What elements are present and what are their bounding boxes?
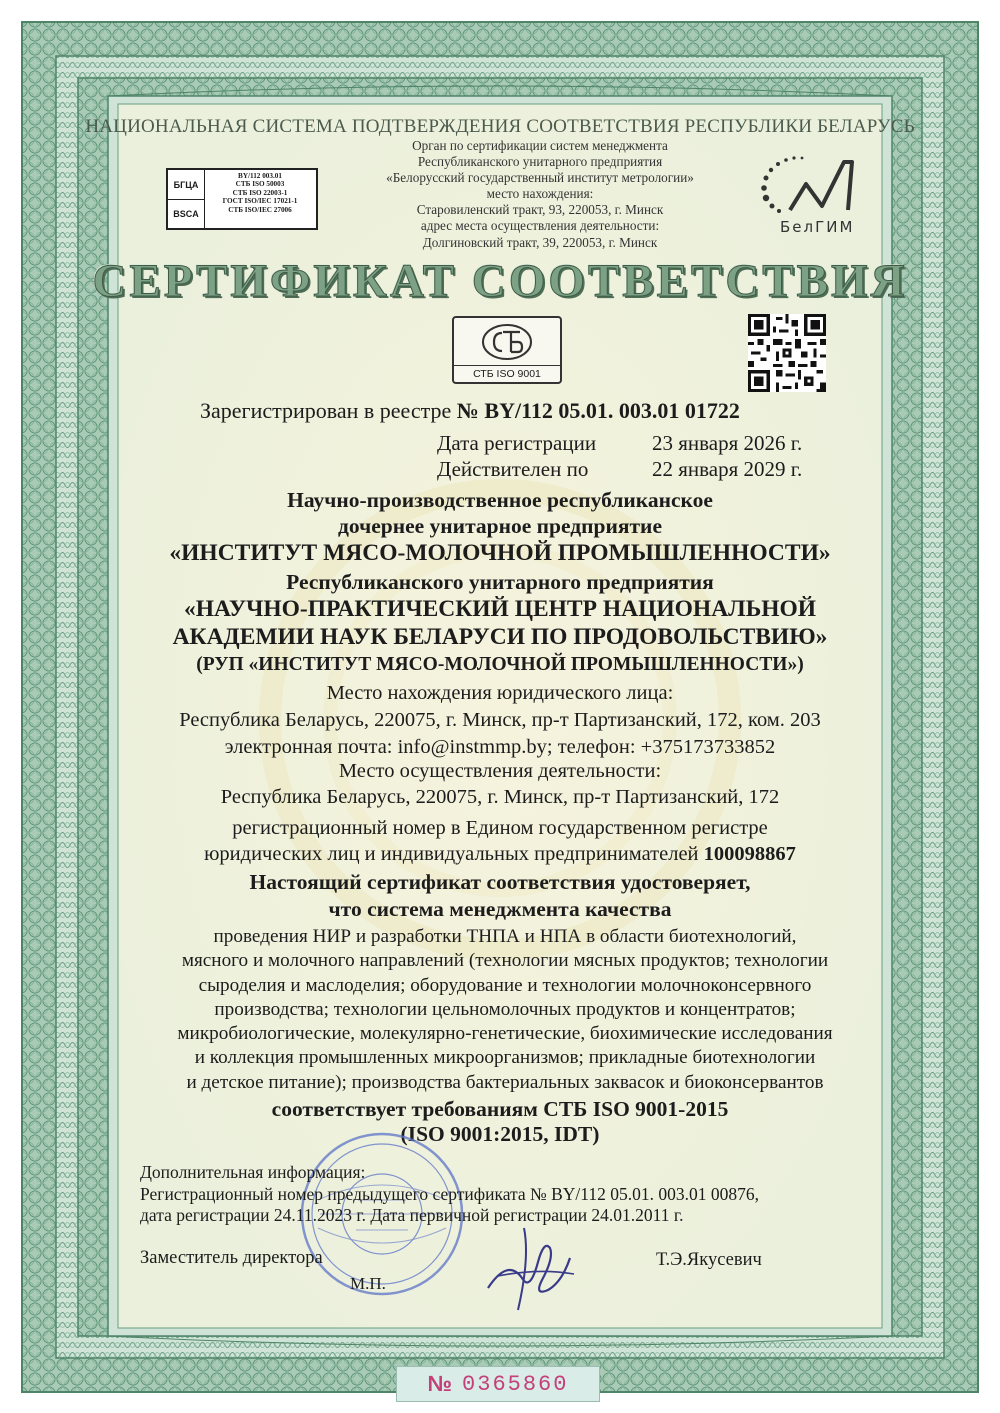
- registration-date-label: Дата регистрации: [437, 431, 597, 455]
- activity-address-label: Место осуществления деятельности:: [338, 760, 662, 782]
- org-line: Республиканского унитарного предприятия: [286, 570, 714, 594]
- organ-line: Орган по сертификации систем менеджмента: [412, 138, 668, 153]
- scope-line: производства; технологии цельномолочных продуктов и концентратов;: [214, 998, 796, 1020]
- legal-address-label: Место нахождения юридического лица:: [326, 682, 674, 704]
- belgim-logo-text: БелГИМ: [780, 218, 855, 236]
- scope-line: и детское питание); производства бактериальных заквасок и биоконсервантов: [186, 1071, 824, 1093]
- serial-prefix: №: [427, 1371, 453, 1396]
- statement-line: что система менеджмента качества: [328, 897, 672, 921]
- scope-line: микробиологические, молекулярно-генетические, биохимические исследования: [177, 1023, 833, 1045]
- national-system-header: НАЦИОНАЛЬНАЯ СИСТЕМА ПОДТВЕРЖДЕНИЯ СООТВЕТСТВИЯ РЕСПУБЛИКИ БЕЛАРУСЬ: [85, 116, 915, 137]
- register-line-2: [130, 843, 870, 866]
- registration-number: № BY/112 05.01. 003.01 01722: [456, 398, 740, 423]
- stb-logo-icon: [454, 320, 560, 364]
- scope-line: и коллекция промышленных микроорганизмов; прикладные биотехнологии: [194, 1047, 816, 1069]
- org-line: «ИНСТИТУТ МЯСО-МОЛОЧНОЙ ПРОМЫШЛЕННОСТИ»: [169, 540, 831, 566]
- register-number: 100098867: [703, 843, 796, 865]
- contacts: электронная почта: info@instmmp.by; телефон: +375173733852: [224, 736, 776, 758]
- additional-label: Дополнительная информация:: [140, 1162, 366, 1182]
- scope-text: [140, 925, 870, 1095]
- accreditation-standards: [206, 172, 314, 214]
- statement-line: Настоящий сертификат соответствия удостоверяет,: [249, 870, 751, 894]
- organ-line: Долгиновский тракт, 39, 220053, г. Минск: [422, 234, 658, 250]
- organ-line: «Белорусский государственный институт метрологии»: [386, 170, 694, 186]
- registration-number-line: [200, 398, 740, 424]
- accreditation-standard: СТБ ISO/IEC 27006: [228, 205, 292, 214]
- serial-number: [396, 1366, 600, 1402]
- accreditation-standard: СТБ ISO 50003: [235, 180, 285, 189]
- stb-mark-label: СТБ ISO 9001: [454, 365, 560, 380]
- stb-iso-mark: [452, 316, 562, 384]
- certificate-title: СЕРТИФИКАТ СООТВЕТСТВИЯ: [92, 255, 908, 307]
- org-line: дочернее унитарное предприятие: [338, 514, 662, 538]
- organ-line: Старовиленский тракт, 93, 220053, г. Минск: [416, 202, 664, 218]
- org-line: «НАУЧНО-ПРАКТИЧЕСКИЙ ЦЕНТР НАЦИОНАЛЬНОЙ: [183, 596, 817, 622]
- additional-line: Регистрационный номер предыдущего сертификата № BY/112 05.01. 003.01 00876,: [140, 1183, 760, 1204]
- organ-line: место нахождения:: [486, 186, 594, 202]
- signatory-position: Заместитель директора: [140, 1248, 323, 1268]
- org-line: АКАДЕМИИ НАУК БЕЛАРУСИ ПО ПРОДОВОЛЬСТВИЮ»: [172, 624, 828, 650]
- legal-address: Республика Беларусь, 220075, г. Минск, пр-т Партизанский, 172, ком. 203: [179, 709, 821, 731]
- valid-until-value: 22 января 2029 г.: [652, 457, 803, 481]
- additional-info: [140, 1162, 759, 1227]
- register-line: регистрационный номер в Едином государственном регистре: [232, 817, 768, 839]
- compliance-line: (ISO 9001:2015, IDT): [400, 1122, 600, 1146]
- scope-line: проведения НИР и разработки ТНПА и НПА в области биотехнологий,: [213, 926, 797, 947]
- activity-address: Республика Беларусь, 220075, г. Минск, пр-т Партизанский, 172: [220, 786, 780, 808]
- org-line: (РУП «ИНСТИТУТ МЯСО-МОЛОЧНОЙ ПРОМЫШЛЕННОСТИ»): [196, 654, 804, 675]
- organ-line: Республиканского унитарного предприятия: [417, 154, 663, 170]
- accreditation-mark: [166, 168, 318, 230]
- seal-place-label: М.П.: [350, 1274, 386, 1293]
- scope-line: сыроделия и маслоделия; оборудование и технологии молочноконсервного: [198, 974, 812, 996]
- organ-line: адрес места осуществления деятельности:: [420, 218, 660, 234]
- accreditation-standard: СТБ ISO 22003-1: [232, 188, 288, 197]
- accreditation-standard: BY/112 003.01: [238, 172, 282, 180]
- valid-until-label: Действителен по: [437, 457, 589, 481]
- registration-date-value: 23 января 2026 г.: [652, 431, 803, 455]
- qr-code[interactable]: [748, 314, 826, 392]
- certification-body-info: [330, 138, 750, 251]
- serial-value: 0365860: [462, 1371, 569, 1397]
- accreditation-label-bottom: BSCA: [168, 199, 205, 228]
- scope-line: мясного и молочного направлений (технологии мясных продуктов; технологии: [181, 950, 829, 972]
- signature-icon: [478, 1218, 582, 1318]
- signatory-name: Т.Э.Якусевич: [656, 1250, 762, 1270]
- compliance-line: соответствует требованиям СТБ ISO 9001-2015: [271, 1097, 729, 1121]
- accreditation-standard: ГОСТ ISO/IEC 17021-1: [222, 197, 298, 206]
- registration-prefix: Зарегистрирован в реестре: [200, 398, 452, 423]
- register-text: юридических лиц и индивидуальных предпринимателей: [204, 843, 699, 865]
- additional-line: дата регистрации 24.11.2023 г. Дата первичной регистрации 24.01.2011 г.: [140, 1205, 684, 1225]
- org-line: Научно-производственное республиканское: [287, 488, 713, 512]
- belgim-logo-icon: [752, 148, 872, 238]
- accreditation-label-top: БГЦА: [168, 170, 205, 200]
